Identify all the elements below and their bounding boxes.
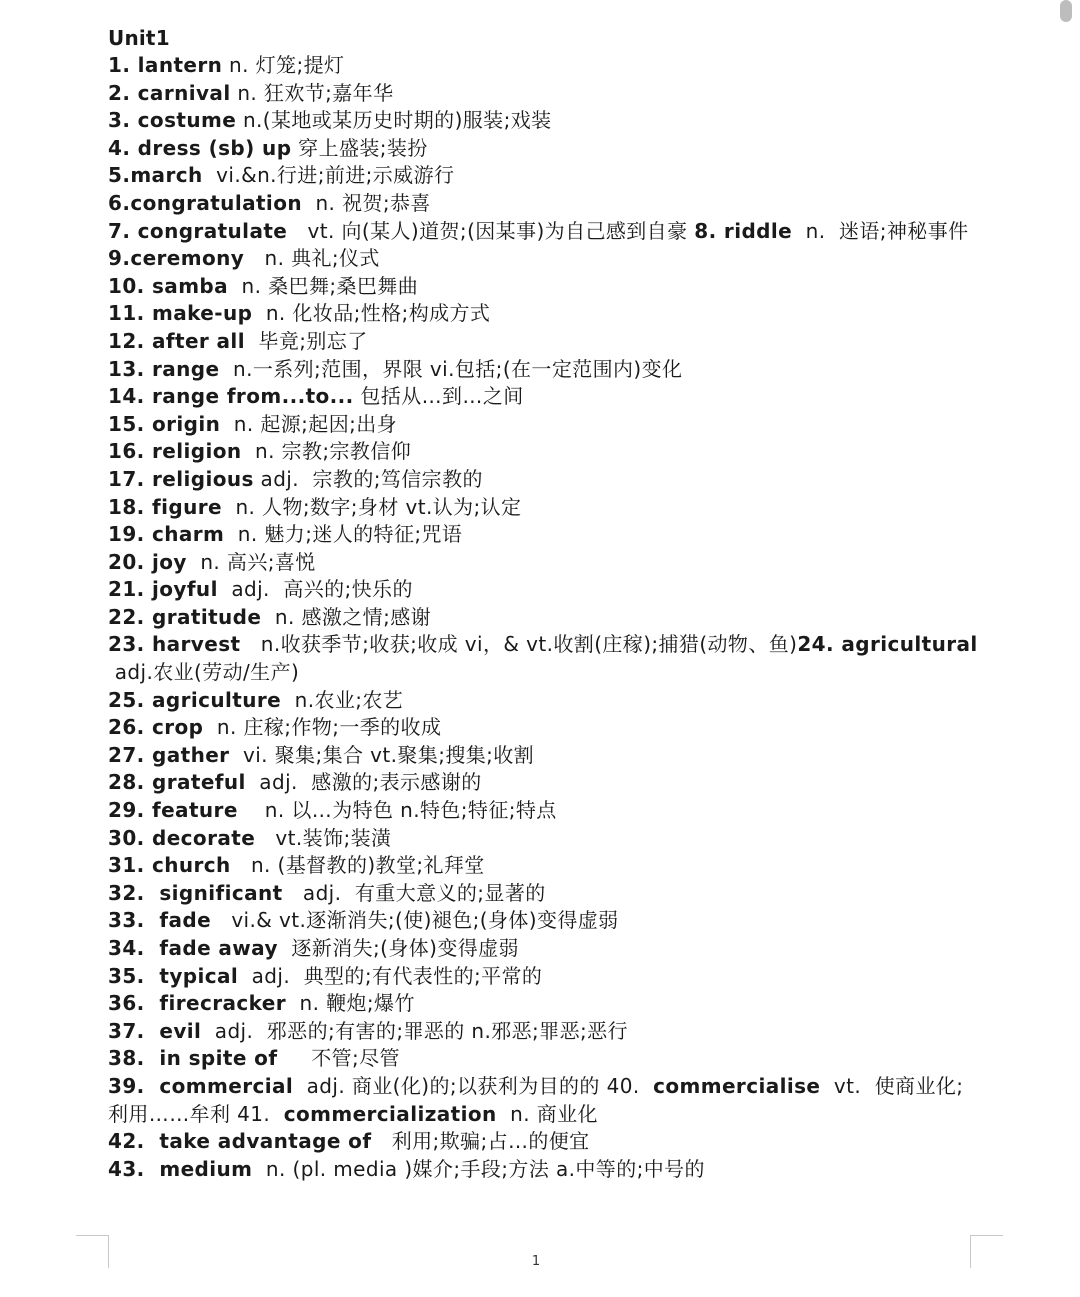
vocab-definition: vt. 向(某人)道贺;(因某事)为自己感到自豪 (287, 218, 695, 243)
vocab-definition: 利用;欺骗;占…的便宜 (371, 1129, 590, 1154)
vocab-word: 19. charm (108, 522, 225, 547)
vocab-entry (108, 1156, 978, 1184)
vocab-definition: n. 庄稼;作物;一季的收成 (203, 715, 442, 740)
vocab-definition: vi.& vt.逐渐消失;(使)褪色;(身体)变得虚弱 (211, 908, 619, 933)
vocab-word: 17. religious (108, 466, 254, 491)
vocab-word: 13. range (108, 356, 220, 381)
vocab-word: 33. fade (108, 908, 212, 933)
vocab-definition: n.农业;农艺 (281, 687, 404, 712)
vocab-word: 27. gather (108, 742, 230, 767)
vocab-entry (108, 1128, 978, 1156)
vocab-word: 23. harvest (108, 632, 241, 657)
vocab-definition: n. 商业化 (496, 1101, 598, 1126)
vocab-definition: n. 典礼;仪式 (244, 246, 380, 271)
vocab-definition: n. 魅力;迷人的特征;咒语 (224, 522, 463, 547)
vocab-word: 39. commercial (108, 1073, 294, 1098)
vocab-word: 8. riddle (694, 218, 793, 243)
vocab-word: 22. gratitude (108, 604, 262, 629)
vocab-entry (108, 190, 978, 218)
vocab-word: 21. joyful (108, 577, 218, 602)
vocab-definition: n.收获季节;收获;收成 vi，& vt.收割(庄稼);捕猎(动物、鱼) (240, 632, 798, 657)
vocab-definition: n. 高兴;喜悦 (186, 549, 316, 574)
vocab-definition: adj. 有重大意义的;显著的 (282, 880, 546, 905)
vocab-entry (108, 1045, 978, 1073)
vocab-definition: n.(某地或某历史时期的)服装;戏装 (236, 108, 552, 133)
vocab-definition: n. (基督教的)教堂;礼拜堂 (230, 853, 485, 878)
vocab-word: 11. make-up (108, 301, 253, 326)
vocab-entry (108, 411, 978, 439)
vocab-entry (108, 935, 978, 963)
vocab-definition: n. 宗教;宗教信仰 (241, 439, 412, 464)
vocab-definition: n. 狂欢节;嘉年华 (230, 80, 394, 105)
vocab-entry (108, 549, 978, 577)
vocab-entry (108, 245, 978, 273)
vocab-definition: vt.装饰;装潢 (255, 825, 392, 850)
vocab-definition: n. 人物;数字;身材 vt.认为;认定 (221, 494, 522, 519)
vocab-definition: adj. 典型的;有代表性的;平常的 (238, 963, 543, 988)
vocab-word: 4. dress (sb) up (108, 135, 292, 160)
vocab-word: 16. religion (108, 439, 242, 464)
vocab-definition: n. 祝贺;恭喜 (301, 190, 431, 215)
vocab-entry (108, 963, 978, 991)
vocab-word: 6.congratulation (108, 190, 302, 215)
vocab-word: 18. figure (108, 494, 222, 519)
vocab-word: 5.march (108, 163, 203, 188)
vocab-word: 35. typical (108, 963, 239, 988)
vocab-entry (108, 521, 978, 549)
vocab-definition: n. 鞭炮;爆竹 (286, 991, 415, 1016)
vocab-definition: adj. 感激的;表示感谢的 (245, 770, 482, 795)
vocab-word: 37. evil (108, 1018, 202, 1043)
vocab-word: 38. in spite of (108, 1046, 278, 1071)
vocab-word: 29. feature (108, 798, 238, 823)
vocab-word: 14. range from...to... (108, 384, 354, 409)
vocab-word: 25. agriculture (108, 687, 282, 712)
vocab-word: 31. church (108, 853, 231, 878)
vocab-entry (108, 218, 978, 246)
vocab-entry (108, 631, 978, 686)
vocabulary-list (108, 24, 978, 1183)
scrollbar-thumb[interactable] (1060, 0, 1072, 22)
vocab-definition: adj. 商业(化)的;以获利为目的的 40. (293, 1073, 654, 1098)
vocab-entry (108, 769, 978, 797)
vocab-entry (108, 1073, 978, 1128)
vocab-entry (108, 52, 978, 80)
vocab-word: 24. agricultural (797, 632, 978, 657)
vocab-definition: 不管;尽管 (277, 1046, 400, 1071)
vocab-word: 32. significant (108, 880, 283, 905)
vocab-word: 15. origin (108, 411, 221, 436)
vocab-entry (108, 356, 978, 384)
vocab-entry (108, 300, 978, 328)
vocab-word: 20. joy (108, 549, 187, 574)
vocab-entry (108, 990, 978, 1018)
vocab-word: 36. firecracker (108, 991, 287, 1016)
vocab-word: commercialization (283, 1101, 497, 1126)
vocab-definition: 包括从…到…之间 (353, 384, 524, 409)
vocab-definition: vt. 使商业化;利用……牟利 41. (108, 1073, 964, 1126)
vocab-word: 3. costume (108, 108, 237, 133)
vocab-word: 2. carnival (108, 80, 231, 105)
page-number: 1 (531, 1254, 541, 1269)
vocab-entry (108, 162, 978, 190)
vocab-entry (108, 576, 978, 604)
vocab-definition: n. 以…为特色 n.特色;特征;特点 (237, 798, 557, 823)
vocab-definition: n. 灯笼;提灯 (222, 53, 345, 77)
vocab-entry (108, 742, 978, 770)
vocab-definition: n. 迷语;神秘事件 (792, 218, 969, 243)
vocab-entry (108, 604, 978, 632)
vocab-entry (108, 825, 978, 853)
vocab-word: 7. congratulate (108, 218, 288, 243)
vocab-word: 34. fade away (108, 936, 278, 960)
vocab-definition: n.一系列;范围，界限 vi.包括;(在一定范围内)变化 (219, 356, 683, 381)
vocab-definition: n. 化妆品;性格;构成方式 (252, 301, 491, 326)
vocab-definition: adj. 邪恶的;有害的;罪恶的 n.邪恶;罪恶;恶行 (201, 1018, 628, 1043)
vocab-definition: adj. 高兴的;快乐的 (217, 577, 413, 602)
vocab-entry (108, 797, 978, 825)
vocab-entry (108, 273, 978, 301)
vocab-definition: n. (pl. media )媒介;手段;方法 a.中等的;中号的 (252, 1156, 705, 1181)
vocab-entry (108, 907, 978, 935)
vocab-definition: vi. 聚集;集合 vt.聚集;搜集;收割 (229, 742, 535, 767)
page-corner-mark-left (76, 1235, 109, 1268)
vocab-entry (108, 80, 978, 108)
vocab-word: 12. after all (108, 328, 245, 353)
vocab-definition: 毕竟;别忘了 (244, 328, 368, 353)
vocab-entry (108, 714, 978, 742)
vocab-entry (108, 687, 978, 715)
vocab-word: 43. medium (108, 1156, 253, 1181)
vocab-word: 28. grateful (108, 770, 246, 795)
vocab-word: 42. take advantage of (108, 1129, 372, 1154)
vocab-definition: n. 起源;起因;出身 (220, 411, 398, 436)
vocab-entry (108, 107, 978, 135)
vocab-entry (108, 880, 978, 908)
vocab-entry (108, 494, 978, 522)
vocab-definition: 穿上盛装;装扮 (291, 135, 428, 160)
word-lines (108, 52, 978, 1183)
vocab-word: 26. crop (108, 715, 204, 740)
vocab-definition: 逐新消失;(身体)变得虚弱 (277, 936, 519, 960)
page-corner-mark-right (970, 1235, 1003, 1268)
vocab-entry (108, 383, 978, 411)
vocab-word: 30. decorate (108, 825, 256, 850)
vocab-definition: vi.&n.行进;前进;示威游行 (202, 163, 455, 188)
vocab-entry (108, 466, 978, 494)
unit-title: Unit1 (108, 26, 170, 50)
vocab-entry (108, 1018, 978, 1046)
vocab-entry (108, 852, 978, 880)
vocab-word: 1. lantern (108, 53, 223, 77)
vocab-word: 10. samba (108, 273, 229, 298)
vocab-word: 9.ceremony (108, 246, 245, 271)
vocab-entry (108, 438, 978, 466)
vocab-entry (108, 135, 978, 163)
vocab-entry (108, 328, 978, 356)
vocab-word: commercialise (653, 1073, 821, 1098)
vocab-definition: n. 桑巴舞;桑巴舞曲 (228, 273, 419, 298)
vocab-definition: adj. 宗教的;笃信宗教的 (253, 466, 483, 491)
vocab-definition: adj.农业(劳动/生产) (114, 660, 300, 685)
vocab-definition: n. 感激之情;感谢 (261, 604, 432, 629)
